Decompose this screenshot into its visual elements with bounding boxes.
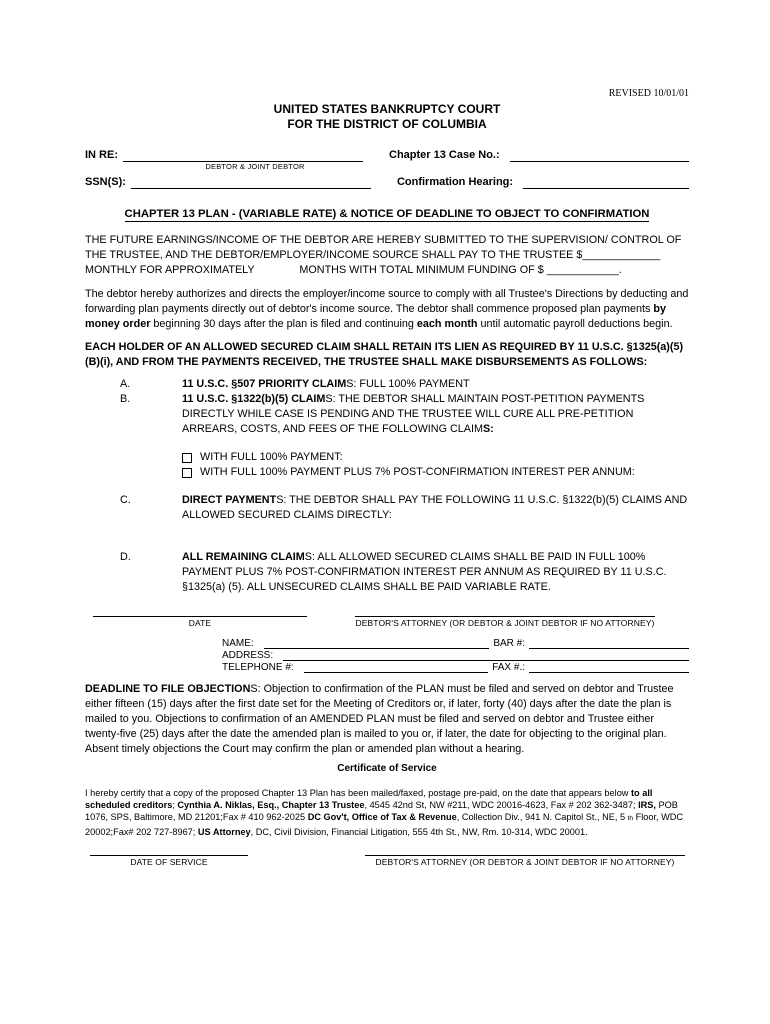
address-field[interactable] [283, 650, 689, 661]
revision-date: REVISED 10/01/01 [608, 88, 689, 99]
plan-title: CHAPTER 13 PLAN - (VARIABLE RATE) & NOTICE OF DEADLINE TO OBJECT TO CONFIRMATION [124, 208, 650, 220]
telephone-fax-row [222, 661, 689, 673]
checkbox-payment-interest[interactable] [182, 468, 192, 478]
in-re-label: IN RE: [85, 149, 118, 161]
checkbox-row-payment-interest [182, 465, 689, 480]
item-d-text: ALL REMAINING CLAIMS: ALL ALLOWED SECURED CLAIMS SHALL BE PAID IN FULL 100% PAYMENT PLUS 7% POST-CONFIRMATION INTEREST PER ANNUM AS REQUIRED BY 11 U.S.C. §1325(a) (5). ALL UNSECURED CLAIMS SHALL BE PAID VARIABLE RATE. [182, 551, 667, 593]
item-b-text: 11 U.S.C. §1322(b)(5) CLAIMS: THE DEBTOR SHALL MAINTAIN POST-PETITION PAYMENTS DIRECTLY WHILE CASE IS PENDING AND THE TRUSTEE WILL CURE ALL PRE-PETITION ARREARS, COSTS, AND FEES OF THE FOLLOWING CLAIMS: [182, 393, 645, 435]
name-field[interactable] [264, 638, 490, 649]
name-bar-row [222, 637, 689, 649]
checkbox-full-payment-label: WITH FULL 100% PAYMENT: [200, 451, 343, 463]
signature-row [85, 616, 689, 628]
bar-field[interactable] [529, 638, 689, 649]
address-label: ADDRESS: [222, 650, 274, 661]
confirmation-hearing-field[interactable] [523, 176, 689, 189]
date-signature-block [93, 616, 307, 628]
list-item-b [85, 392, 689, 437]
debtor-caption: DEBTOR & JOINT DEBTOR [205, 162, 305, 171]
checkbox-row-full-payment [182, 450, 689, 465]
checkbox-full-payment[interactable] [182, 453, 192, 463]
certificate-heading: Certificate of Service [337, 763, 437, 774]
list-item-d [85, 550, 689, 595]
document-content [85, 0, 689, 867]
bar-label: BAR #: [493, 638, 525, 649]
case-no-field[interactable] [510, 149, 689, 162]
service-attorney-block [365, 855, 685, 867]
item-a-text: 11 U.S.C. §507 PRIORITY CLAIMS: FULL 100% PAYMENT [182, 378, 470, 390]
address-row [222, 649, 689, 661]
ssn-row [85, 176, 689, 189]
telephone-field[interactable] [304, 662, 489, 673]
debtor-name-field[interactable] [123, 149, 363, 162]
title-row [85, 204, 689, 222]
attorney-info-block [222, 637, 689, 673]
list-item-a [85, 377, 689, 392]
attorney-signature-block [355, 616, 655, 628]
court-name: UNITED STATES BANKRUPTCY COURT [273, 102, 501, 116]
item-c-letter: C. [120, 494, 131, 506]
fax-field[interactable] [529, 662, 689, 673]
date-caption: DATE [188, 618, 212, 628]
confirmation-hearing-label: Confirmation Hearing: [396, 176, 514, 188]
list-item-c [85, 493, 689, 523]
name-label: NAME: [222, 638, 254, 649]
checkbox-payment-interest-label: WITH FULL 100% PAYMENT PLUS 7% POST-CONFIRMATION INTEREST PER ANNUM: [200, 466, 635, 478]
authorization-paragraph: The debtor hereby authorizes and directs the employer/income source to comply with all Trustee's Directions by deducting and forwarding plan payments directly out of debtor's income source. The debtor shall commence proposed plan payments by money order beginning 30 days after the plan is filed and continuing each month until automatic payroll deductions begin. [85, 288, 689, 330]
lien-paragraph: EACH HOLDER OF AN ALLOWED SECURED CLAIM SHALL RETAIN ITS LIEN AS REQUIRED BY 11 U.S.C. §1325(a)(5)(B)(i), AND FROM THE PAYMENTS RECEIVED, THE TRUSTEE SHALL MAKE DISBURSEMENTS AS FOLLOWS: [85, 341, 684, 368]
service-signature-row [85, 855, 689, 867]
item-a-letter: A. [120, 378, 131, 390]
ssn-field[interactable] [131, 176, 371, 189]
date-of-service-block [90, 855, 248, 867]
fax-label: FAX #.: [492, 662, 525, 673]
funding-paragraph: THE FUTURE EARNINGS/INCOME OF THE DEBTOR ARE HEREBY SUBMITTED TO THE SUPERVISION/ CONTROL OF THE TRUSTEE, AND THE DEBTOR/EMPLOYER/INCOME SOURCE SHALL PAY TO THE TRUSTEE $_____________ MONTHLY FOR APPROXIMATELY MONTHS WITH TOTAL MINIMUM FUNDING OF $ ____________. [85, 234, 682, 276]
certificate-paragraph: I hereby certify that a copy of the proposed Chapter 13 Plan has been mailed/faxed, postage pre-paid, on the date that appears below to all scheduled creditors; Cynthia A. Niklas, Esq., Chapter 13 Trustee, 4545 42nd St, NW #211, WDC 20016-4623, Fax # 202 362-3487; IRS, POB 1076, SPS, Baltimore, MD 21201;Fax # 410 962-2025 DC Gov't, Office of Tax & Revenue, Collection Div., 941 N. Capitol St., NE, 5 th Floor, WDC 20002;Fax# 202 727-8967; US Attorney, DC, Civil Division, Financial Litigation, 555 4th St., NW, Rm. 10-314, WDC 20001. [85, 788, 684, 837]
deadline-paragraph: DEADLINE TO FILE OBJECTIONS: Objection to confirmation of the PLAN must be filed and served on debtor and Trustee either fifteen (15) days after the first date set for the Meeting of Creditors or, if later, forty (40) days after the date the plan is mailed to you. Objections to confirmation of an AMENDED PLAN must be filed and served on debtor and Trustee either twenty-five (25) days after the date the amended plan is mailed to you or, if later, the date for objecting to the original plan. Absent timely objections the Court may confirm the plan or amended plan without a hearing. [85, 683, 674, 755]
checkbox-group [85, 450, 689, 480]
case-no-label: Chapter 13 Case No.: [389, 149, 500, 161]
ssn-label: SSN(S): [85, 176, 126, 188]
attorney-caption: DEBTOR'S ATTORNEY (OR DEBTOR & JOINT DEBTOR IF NO ATTORNEY) [355, 618, 655, 628]
telephone-label: TELEPHONE #: [222, 662, 294, 673]
item-d-letter: D. [120, 551, 131, 563]
district-name: FOR THE DISTRICT OF COLUMBIA [287, 117, 487, 131]
in-re-row [85, 149, 689, 162]
date-of-service-caption: DATE OF SERVICE [130, 856, 208, 867]
service-attorney-caption: DEBTOR'S ATTORNEY (OR DEBTOR & JOINT DEBTOR IF NO ATTORNEY) [375, 856, 675, 867]
item-c-text: DIRECT PAYMENTS: THE DEBTOR SHALL PAY THE FOLLOWING 11 U.S.C. §1322(b)(5) CLAIMS AND ALLOWED SECURED CLAIMS DIRECTLY: [182, 494, 688, 521]
item-b-letter: B. [120, 393, 131, 405]
